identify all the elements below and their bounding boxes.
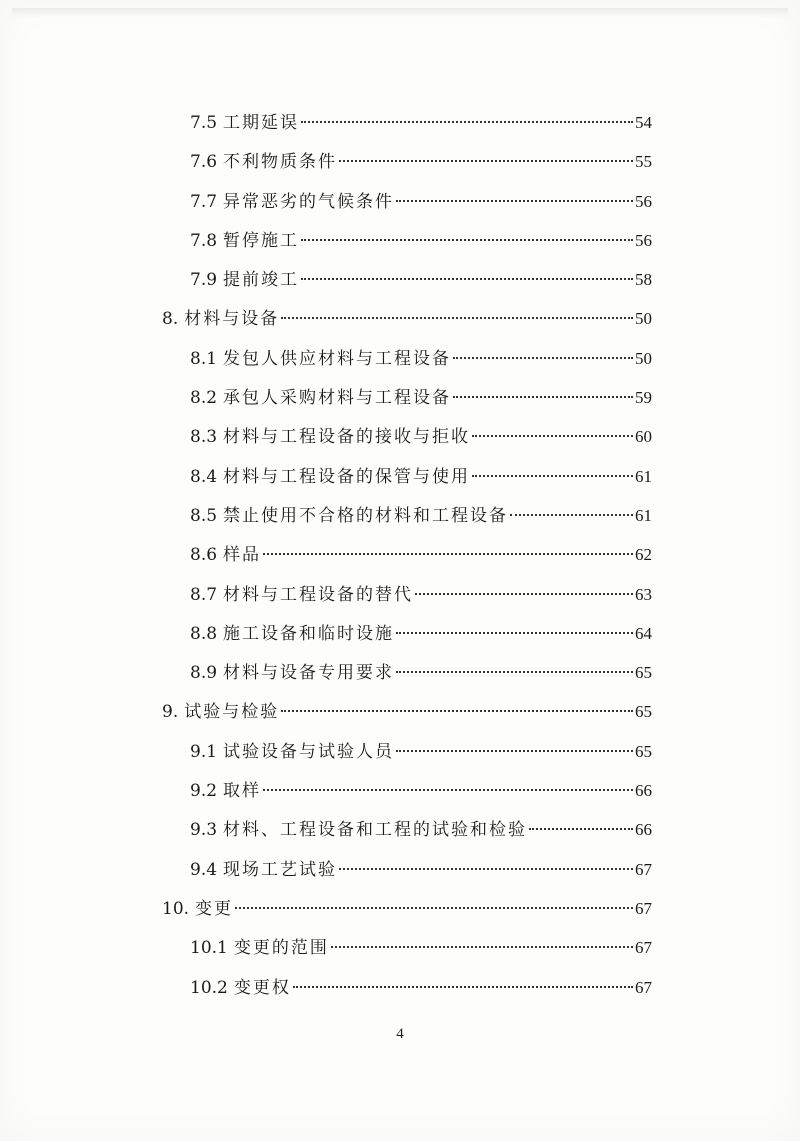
toc-entry[interactable] (0, 142, 800, 181)
toc-entry-page: 67 (635, 859, 652, 879)
toc-entry-number: 8.1 (190, 348, 218, 369)
toc-entry-page: 65 (635, 702, 652, 722)
toc-dot-leader (415, 593, 633, 595)
toc-entry-title: 不利物质条件 (223, 152, 338, 173)
toc-entry-page: 66 (635, 781, 652, 801)
toc-entry-page: 67 (635, 898, 652, 918)
toc-entry[interactable] (0, 771, 800, 810)
toc-entry-page: 66 (635, 820, 652, 840)
toc-entry-title: 发包人供应材料与工程设备 (223, 348, 452, 369)
toc-entry-number: 7.5 (190, 113, 218, 133)
toc-entry-page: 64 (635, 623, 652, 643)
toc-entry-number: 8.7 (190, 584, 218, 605)
toc-entry-title: 样品 (223, 545, 262, 566)
toc-entry-number: 8.2 (190, 388, 218, 409)
toc-entry[interactable] (0, 850, 800, 889)
toc-entry-page: 56 (635, 191, 652, 211)
toc-dot-leader (396, 750, 633, 752)
toc-dot-leader (301, 121, 633, 123)
toc-dot-leader (453, 357, 633, 359)
toc-entry-title: 材料与工程设备的接收与拒收 (223, 427, 471, 448)
toc-dot-leader (331, 946, 633, 948)
toc-entry-title: 施工设备和临时设施 (223, 623, 395, 644)
toc-entry-title: 变更 (195, 898, 234, 919)
toc-entry-page: 67 (635, 938, 652, 958)
toc-entry[interactable] (0, 968, 800, 1007)
toc-entry-page: 67 (635, 977, 652, 997)
toc-dot-leader (235, 907, 633, 909)
toc-entry[interactable] (0, 103, 800, 142)
toc-entry-number: 7.7 (190, 191, 218, 212)
toc-entry-number: 8.3 (190, 427, 218, 448)
toc-entry-title: 材料与工程设备的替代 (223, 584, 414, 605)
toc-entry-page: 65 (635, 741, 652, 761)
toc-entry[interactable] (0, 614, 800, 653)
toc-entry[interactable] (0, 928, 800, 967)
toc-entry-number: 8.9 (190, 663, 218, 684)
toc-entry-title: 材料与设备 (184, 309, 280, 330)
toc-entry-number: 9.1 (190, 741, 218, 762)
table-of-contents (0, 103, 800, 1007)
toc-entry-number: 9. (162, 702, 179, 723)
toc-entry-page: 60 (635, 427, 652, 447)
toc-entry-number: 9.3 (190, 820, 218, 841)
toc-entry-page: 63 (635, 584, 652, 604)
toc-dot-leader (510, 514, 633, 516)
toc-entry-number: 8. (162, 309, 179, 330)
page-number: 4 (396, 1026, 404, 1042)
toc-entry-title: 提前竣工 (223, 270, 300, 291)
toc-dot-leader (339, 868, 633, 870)
toc-entry-number: 8.8 (190, 623, 218, 644)
toc-entry-number: 7.9 (190, 270, 218, 291)
toc-entry[interactable] (0, 575, 800, 614)
toc-entry[interactable] (0, 221, 800, 260)
toc-dot-leader (396, 200, 633, 202)
toc-entry[interactable] (0, 496, 800, 535)
toc-entry[interactable] (0, 653, 800, 692)
toc-entry-number: 8.5 (190, 505, 218, 526)
toc-entry-page: 50 (635, 348, 652, 368)
toc-entry-page: 55 (635, 152, 652, 172)
toc-entry[interactable] (0, 299, 800, 338)
toc-entry[interactable] (0, 339, 800, 378)
toc-entry-title: 试验设备与试验人员 (223, 741, 395, 762)
toc-entry-number: 7.6 (190, 152, 218, 173)
toc-entry-title: 承包人采购材料与工程设备 (223, 388, 452, 409)
toc-dot-leader (301, 239, 633, 241)
toc-entry[interactable] (0, 260, 800, 299)
toc-entry-title: 材料与设备专用要求 (223, 663, 395, 684)
toc-entry[interactable] (0, 732, 800, 771)
toc-entry-title: 暂停施工 (223, 230, 300, 251)
toc-entry-page: 61 (635, 466, 652, 486)
toc-entry-page: 62 (635, 545, 652, 565)
toc-dot-leader (281, 317, 633, 319)
toc-entry-number: 7.8 (190, 230, 218, 251)
scan-shadow (12, 8, 788, 18)
toc-entry-title: 材料、工程设备和工程的试验和检验 (223, 820, 528, 841)
toc-entry-page: 59 (635, 388, 652, 408)
toc-entry[interactable] (0, 889, 800, 928)
toc-entry[interactable] (0, 810, 800, 849)
toc-dot-leader (281, 710, 633, 712)
toc-entry-page: 54 (635, 113, 652, 132)
toc-entry-number: 10.2 (190, 977, 228, 998)
toc-entry-page: 61 (635, 505, 652, 525)
toc-dot-leader (339, 160, 633, 162)
toc-dot-leader (472, 435, 633, 437)
toc-dot-leader (293, 986, 633, 988)
toc-dot-leader (529, 828, 633, 830)
toc-entry-number: 8.4 (190, 466, 218, 487)
toc-entry-title: 变更权 (233, 977, 291, 998)
toc-entry-title: 异常恶劣的气候条件 (223, 191, 395, 212)
toc-entry-title: 取样 (223, 781, 262, 802)
toc-dot-leader (453, 396, 633, 398)
toc-entry-title: 材料与工程设备的保管与使用 (223, 466, 471, 487)
toc-dot-leader (263, 553, 633, 555)
toc-dot-leader (396, 632, 633, 634)
toc-entry[interactable] (0, 378, 800, 417)
toc-entry[interactable] (0, 535, 800, 574)
toc-entry[interactable] (0, 417, 800, 456)
toc-entry-page: 56 (635, 230, 652, 250)
toc-entry[interactable] (0, 457, 800, 496)
toc-entry-page: 65 (635, 663, 652, 683)
toc-entry-number: 8.6 (190, 545, 218, 566)
toc-entry-page: 58 (635, 270, 652, 290)
toc-entry[interactable] (0, 692, 800, 731)
toc-dot-leader (472, 475, 633, 477)
toc-entry-number: 9.4 (190, 859, 218, 880)
toc-dot-leader (263, 789, 633, 791)
toc-entry-number: 9.2 (190, 781, 218, 802)
toc-entry-title: 试验与检验 (184, 702, 280, 723)
toc-dot-leader (301, 278, 633, 280)
toc-entry-number: 10. (162, 898, 190, 919)
toc-dot-leader (396, 671, 633, 673)
toc-entry[interactable] (0, 182, 800, 221)
toc-entry-page: 50 (635, 309, 652, 329)
toc-entry-title: 禁止使用不合格的材料和工程设备 (223, 505, 509, 526)
toc-entry-number: 10.1 (190, 938, 228, 959)
toc-entry-title: 工期延误 (223, 113, 300, 133)
toc-entry-title: 变更的范围 (233, 938, 329, 959)
toc-entry-title: 现场工艺试验 (223, 859, 338, 880)
